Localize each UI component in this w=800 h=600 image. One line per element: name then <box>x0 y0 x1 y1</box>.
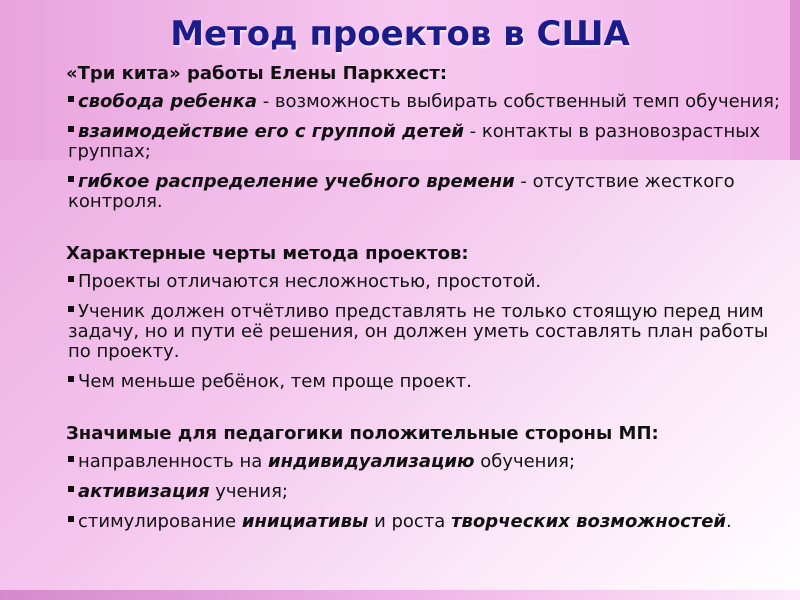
bullet-icon <box>68 276 74 282</box>
section1-item-1 <box>8 92 780 112</box>
section1-item-2-text: - контакты в разновозрастных группах; <box>68 121 761 162</box>
section3-item-3-text-a: стимулирование <box>78 511 242 532</box>
section3-item-3-text-b: и роста <box>368 511 452 532</box>
bullet-icon <box>68 486 74 492</box>
section2-item-3 <box>8 372 780 392</box>
section1-item-3-text: - отсутствие жесткого контроля. <box>68 171 735 212</box>
section3-item-3 <box>8 512 780 532</box>
section2-item-1-text: Проекты отличаются несложностью, простотой. <box>78 271 542 292</box>
section3-item-2-emphasis: активизация <box>78 481 210 502</box>
section3-item-3-text-c: . <box>726 511 732 532</box>
section3-item-3-emphasis-2: творческих возможностей <box>451 511 727 532</box>
bullet-icon <box>68 306 74 312</box>
slide-content <box>8 64 780 542</box>
bullet-icon <box>68 96 74 102</box>
section3-item-2 <box>8 482 780 502</box>
section1-item-1-text: - возможность выбирать собственный темп обучения; <box>256 91 781 112</box>
section3-item-3-emphasis-1: инициативы <box>241 511 369 532</box>
section3-item-1 <box>8 452 780 472</box>
section2-heading: Характерные черты метода проектов: <box>66 243 469 264</box>
section3-item-1-text-b: обучения; <box>474 451 576 472</box>
section1-item-1-emphasis: свобода ребенка <box>78 91 257 112</box>
slide-title: Метод проектов в США <box>170 14 630 54</box>
bullet-icon <box>68 176 74 182</box>
section3-item-1-emphasis: индивидуализацию <box>268 451 475 472</box>
section3-item-1-text-a: направленность на <box>78 451 268 472</box>
section2-item-2 <box>8 302 780 362</box>
section1-item-2 <box>8 122 780 162</box>
section1-item-2-emphasis: взаимодействие его с группой детей <box>78 121 464 142</box>
section2-item-2-text: Ученик должен отчётливо представлять не только стоящую перед ним задачу, но и пути её решения, он должен уметь составлять план работы по проекту. <box>68 301 769 362</box>
section2-item-1 <box>8 272 780 292</box>
section2-item-3-text: Чем меньше ребёнок, тем проще проект. <box>78 371 472 392</box>
section3-heading: Значимые для педагогики положительные стороны МП: <box>66 423 659 444</box>
bullet-icon <box>68 376 74 382</box>
section1-item-3 <box>8 172 780 212</box>
bullet-icon <box>68 516 74 522</box>
section1-heading: «Три кита» работы Елены Паркхест: <box>66 63 448 84</box>
section3-item-2-text: учения; <box>209 481 288 502</box>
bottom-bar <box>0 590 800 600</box>
section1-item-3-emphasis: гибкое распределение учебного времени <box>78 171 515 192</box>
bullet-icon <box>68 456 74 462</box>
bullet-icon <box>68 126 74 132</box>
